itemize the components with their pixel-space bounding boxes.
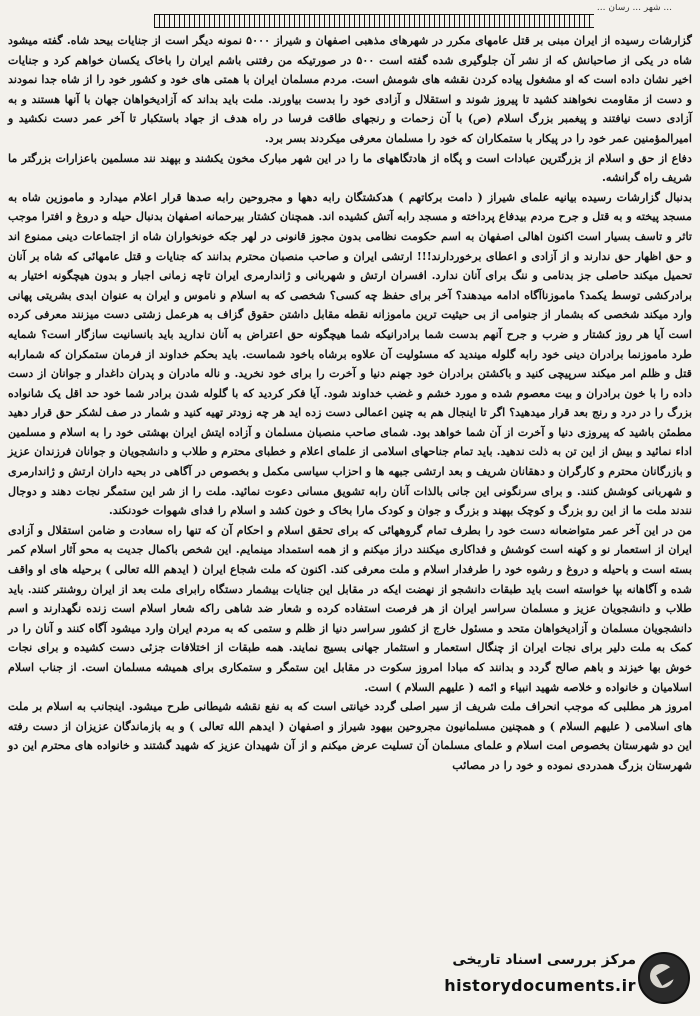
watermark-name: مرکز بررسی اسناد تاریخی [452,952,636,968]
seal-icon [638,952,690,1004]
watermark-logo [444,950,694,1004]
decorative-border [16,14,684,28]
paragraph-5: امروز هر مطلبی که موجب انحراف ملت شریف از سیر اصلی گردد خیانتی است که به نفع نقشه شیطانی طرح میشود. اینجانب به اسلام بر ملت های اسلامی ( علیهم السلام ) و همچنین مسلمانیون مجروحین بیهود شیراز و اصفهان ( ایدهم الله تعالی ) و به بازماندگان عزیزان از دست رفته این دو شهرستان بخصوص امت اسلام و علمای مسلمان آن تسلیت عرض میکنم و از آن شهیدان عزیز که شهید گشتند و خانواده های محترم این دو شهرستان بزرگ همدردی نموده و خود را در مصائب [8,699,692,772]
border-strip [154,14,594,28]
paragraph-2: دفاع از حق و اسلام از بزرگترین عبادات است و پگاه از هادتگاههای ما را در این شهر مبارک مخون یکشند و بپهند نند مسلمین باعزارات بزرگتر ما شریف راه گرانشه. [8,150,692,185]
header-fragment: ... شهر ... رسان ... [596,4,672,12]
paragraph-4: من در این آخر عمر متواضعانه دست خود را بطرف تمام گروههائی که برای تحقق اسلام و احکام آن که تنها راه سعادت و ضامن استقلال و آزادی ایران از استعمار نو و کهنه است کوشش و فداکاری میکنند دراز میکنم و از همه استمداد مینمایم. این شخص باکمال جدیت به محو آثار اسلام کمر بسته است و باحیله و دروغ و رشوه خود را طرفدار اسلام و ملت معرفی کند. اکنون که ملت شجاع ایران ( ایدهم الله تعالی ) برحیله های او واقف شده و آگاهانه بپا خواسته است باید طبقات دانشجو از نهضت ایکه در مقابل این جنایات بیشمار دستگاه رابرای ملت بعد از ایران روشنتر کنند. باید طلاب و دانشجویان عزیز و مسلمان سراسر ایران از هر فرصت استفاده کرده و شعار ضد شاهی راکه شعار اسلام است زنده نگهدارند و اسم دانشجویان مسلمان و آزادیخواهان متحد و مسئول خارج از کشور سراسر دنیا از ظلم و ستمی که به مردم ایران وارد میشود آگاه کنند و آنان را در کمک به ملت دلیر برای نجات ایران از چنگال استعمار و استثمار جهانی بسیج نمایند. همه طبقات از اختلافات جزئی دست کشیده و برای نجات خوش بها خیزند و باهم صالح گردد و بدانند که مبادا امروز سکوت در مقابل این ستمگر و ستمکاری برای همیشه مسلمان است. از جناب اسلام اسلامیان و خانواده و خلاصه شهید انبیاء و ائمه ( علیهم السلام ) است. [8,522,692,694]
document-body [8,31,692,776]
watermark-url: historydocuments.ir [444,976,636,995]
paragraph-3: بدنبال گزارشات رسیده بیانیه علمای شیراز ( دامت برکاتهم ) هدکشتگان رابه دهها و مجروحین رابه صدها قرار اعلام میدارد و ماموزین شاه به مسجد پیخته و به قتل و جرح مردم بیدفاع پرداخته و مسجد رابه آتش کشیده اند. همچنان کشتار بیرحمانه اصفهان بدنبال حیله و دروغ و افترا موجب تاثر و تاسف بسیار است اکنون اهالی اصفهان به اسم حکومت نظامی بدون مجوز قانونی در لهر جکه خونخواران شاه از اجتماعات دینی ممنوع اند و حق اظهار حق ندارند و از آزادی و اعطای برخوردارند!!! ارتشی ایران و صاحب منصبان محترم بدانند که جنایات و قتل عامهائی که شاه بر آنان تحمیل میکند حاصلی جز بدنامی و ننگ برای آنان ندارد. افسران ارتش و شهربانی و ژاندارمری ایران تاچه زمانی اجبار و بدون هیچگونه اختیار به برادرکشی توسط یکمد؟ ماموزناآگاه ادامه میدهند؟ آخر برای حفظ چه کسی؟ شخصی که به اسلام و ناموس و ایران به عنوان ابدی بشریتی پهانی وارد میکند شخصی که بشمار از جنوامی از بی حیثیت ترین ماموزانه نقطه مقابل داشتن حقوق گزاف به هرعمل زشتی دست میزنند معرفی کرده است آیا هر روز کشتار و ضرب و جرح آنهم بدست شما برادرانیکه شما هیچگونه حق اعتراض به آنان ندارید باید بانسانیت سازگار است؟ شمایه طرد ماموزنما برادران دینی خود رابه گلوله میندید که مسئولیت آن علاوه برشاه باخود شماست. باید بحکم خداوند از فرمان ستمکران که شمارابه قتل و ظلم امر میکند سرپیچی کنید و باکشتن برادران خود جهنم دنیا و آخرت را برای خود نخرید. و ناله مادران و پدران داغدار و جوانان از دست داده را با خون برادران و بیت معصوم شده و مورد خشم و غضب خداوند شود. آیا فکر کردید که با گلوله شدن برادر شما خود حد اقل یک شانواده بزرگ را در درد و رنج بعد قرار میدهید؟ اگر تا اینجال هم به چنین اعمالی دست زده اید هر چه زودتر تهیه کنید و شمار در صف لشکر حق قرار دهید مطمئن باشید که پیروزی دنیا و آخرت از آن شما خواهد بود. شمای صاحب منصبان مسلمان و آزاده ایتش ایران بهشتی خود را به اسلام و مسلمین اداء نمائید و بیش از این تن به ذلت ندهید. باید تمام جناحهای اسلامی از علمای اعلام و خطبای محترم و طلاب و دانشجویان و جوانان فرزندان عزیز و بازرگانان محترم و کارگران و دهقانان شریف و بعد ارتشی جبهه ها و احزاب سیاسی مکمل و بخصوص در آگاهی در بحیه داران ارتش و ژاندارمری و شهربانی کوشش کنند. و برای سرنگونی این جانی بالذات آنان رابه تشویق مسانی دعوت نمائید. ملت را از شر این ستمگر نجات دهند و دوجال نندند ملت ما از این رو بزرگ و کوچک بپهند و بزرگ و جوان و کودک مارا بخاک و خون کشد و اسلام را فدای شهوات خودنکند. [8,189,692,518]
paragraph-1: گزارشات رسیده از ایران مبنی بر قتل عامهای مکرر در شهرهای مذهبی اصفهان و شیراز ۵۰۰۰ نمونه دیگر است از جنایات بیحد شاه. گفته میشود شاه در یکی از صاحبانش که از نشر آن جلوگیری شده گفته است ۵۰۰ در صورتیکه من رفتنی باشم ایران را باخاک یکسان خواهم کرد و جنایات اخیر نشان داده است که او مشغول پیاده کردن نقشه های شومش است. مردم مسلمان ایران با همتی های خود و کشور خود را از شاه جدا نمودند و دست از مقاومت نخواهند کشید تا پیروز شوند و استقلال و آزادی خود را بدست بیاورند. ملت باید بداند که آزادیخواهان جهان با آنها هستند و به آزادی دست نیافتند و پیغمبر بزرگ اسلام (ص) با آن زحمات و رنجهای طاقت فرسا در راه هدف از جهاد باستکبار تا آخر عمر دست نکشید و امیرالمؤمنین عمر خود را در پیکار با ستمکاران که خود را مسلمان معرفی میکردند بسر برد. [8,33,692,145]
